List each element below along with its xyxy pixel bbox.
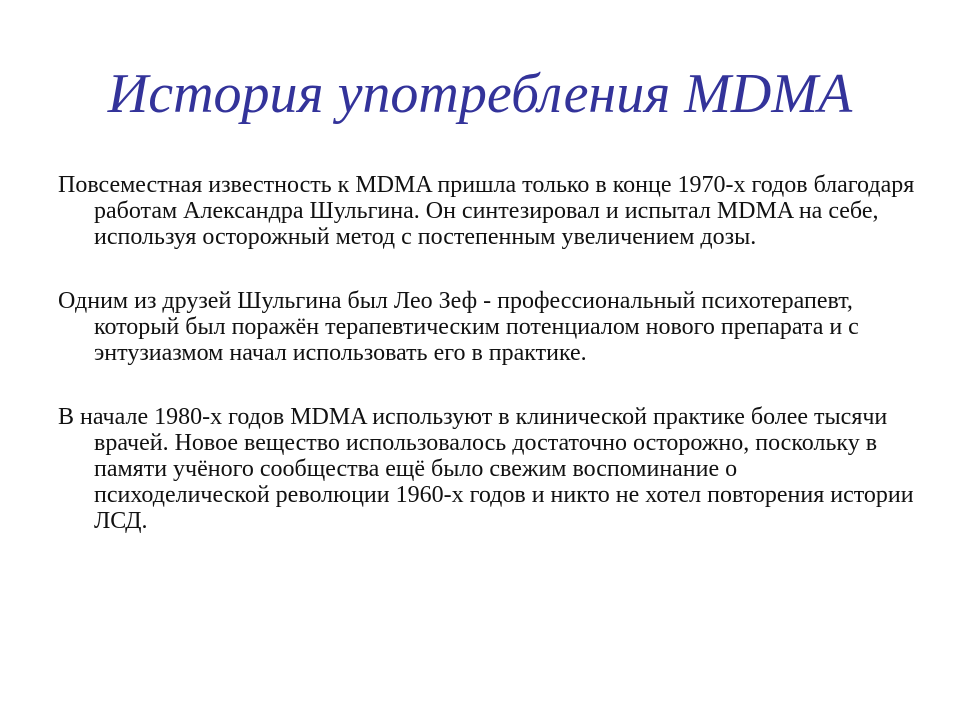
paragraph-1980s: В начале 1980-х годов MDMA используют в клинической практике более тысячи врачей. Новое вещество использовалось достаточно осторожно, поскольку в памяти учёного сообщества ещё было свежим воспоминание о психоделической революции 1960-х годов и никто не хотел повторения истории ЛСД. xyxy=(58,404,914,534)
slide-title: История употребления MDMA xyxy=(107,63,853,125)
paragraph-leo-zeff: Одним из друзей Шульгина был Лео Зеф - профессиональный психотерапевт, который был поражён терапевтическим потенциалом нового препарата и с энтузиазмом начал использовать его в практике. xyxy=(58,288,859,366)
paragraph-shulgin: Повсеместная известность к MDMA пришла только в конце 1970-х годов благодаря работам Александра Шульгина. Он синтезировал и испытал MDMA на себе, используя осторожный метод с постепенным увеличением дозы. xyxy=(58,172,915,250)
slide-body xyxy=(58,172,918,534)
